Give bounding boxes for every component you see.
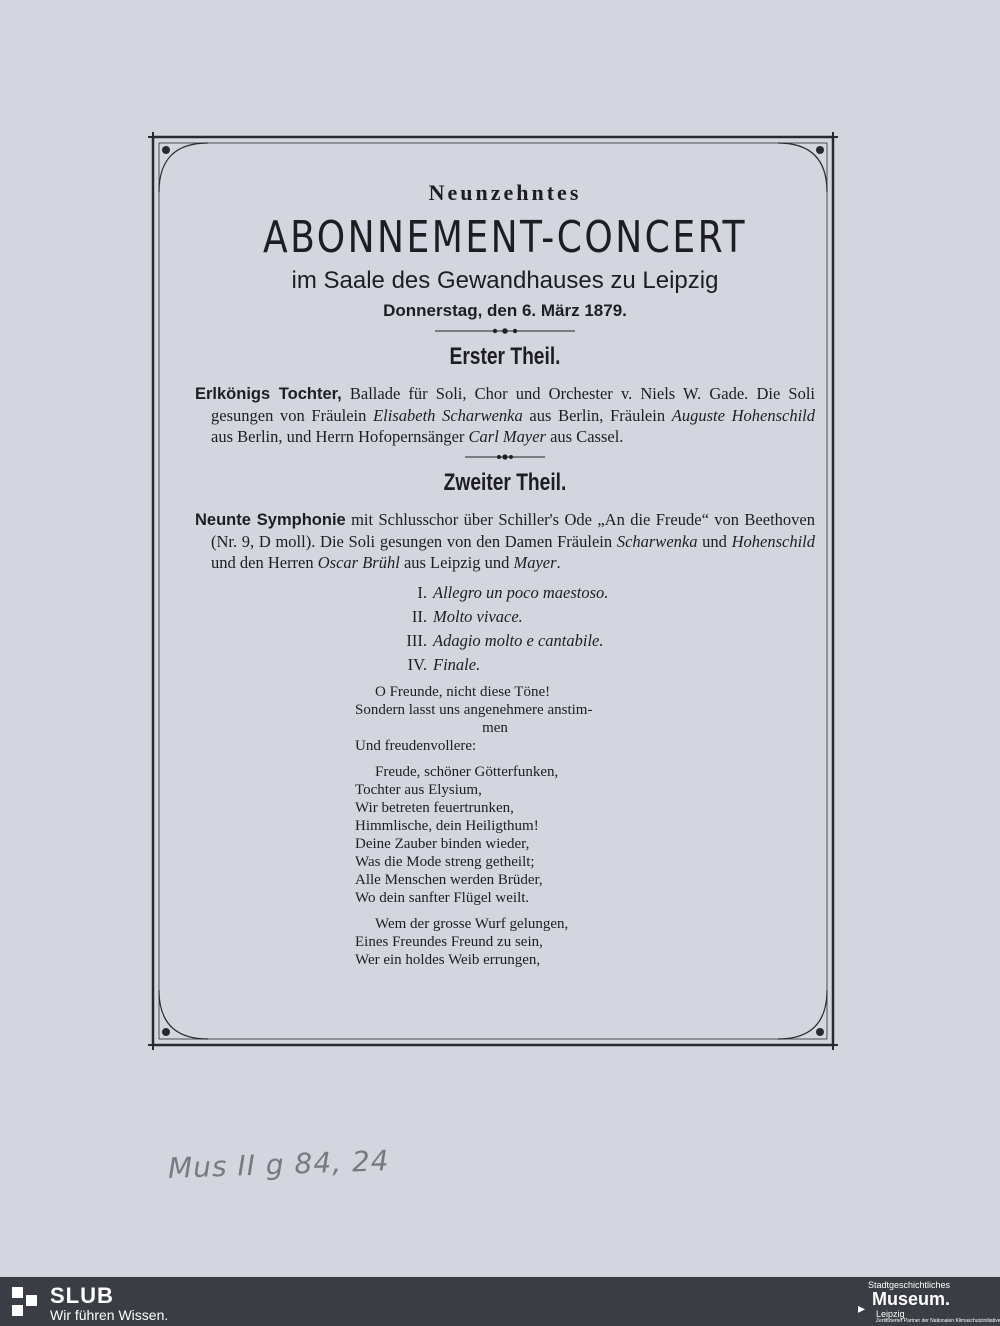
soloist: Oscar Brühl — [317, 553, 400, 572]
lyric-line: Freude, schöner Götterfunken, — [375, 764, 559, 780]
divider-ornament — [435, 327, 575, 335]
movement-item: III. Adagio molto e cantabile. — [406, 631, 604, 650]
museum-mark-icon: ▸ — [858, 1302, 866, 1317]
soloist: Elisabeth Scharwenka — [373, 406, 523, 425]
concert-ordinal: Neunzehntes — [428, 180, 582, 205]
movement-item: II. Molto vivace. — [411, 607, 523, 626]
movement-list — [375, 581, 815, 677]
movement-item: IV. Finale. — [407, 655, 481, 674]
museum-logo-text[interactable]: Museum. — [871, 1289, 950, 1309]
part-two-description: Neunte Symphonie mit Schlusschor über Schiller's Ode „An die Freude“ von Beethoven (Nr. 9, D moll). Die Soli gesungen von den Damen Fräulein Scharwenka und Hohenschild und den Herren Oscar Brühl aus Leipzig und Mayer. — [195, 510, 816, 572]
soloist: Hohenschild — [731, 532, 816, 551]
divider-ornament — [465, 453, 545, 461]
lyric-line: men — [482, 720, 508, 736]
lyric-line: Alle Menschen werden Brüder, — [355, 872, 543, 888]
museum-city: Leipzig — [876, 1309, 905, 1319]
lyric-line: Was die Mode streng getheilt; — [355, 854, 535, 870]
lyric-line: Wer ein holdes Weib errungen, — [355, 952, 541, 968]
work-title: Neunte Symphonie — [195, 511, 346, 529]
lyric-line: O Freunde, nicht diese Töne! — [375, 684, 551, 700]
movement-item: I. Allegro un poco maestoso. — [417, 583, 609, 602]
museum-top-text: Stadtgeschichtliches — [867, 1280, 950, 1290]
slub-logo-text[interactable]: SLUB — [50, 1283, 114, 1308]
soloist: Scharwenka — [616, 532, 698, 551]
concert-date: Donnerstag, den 6. März 1879. — [383, 301, 627, 320]
part-two-heading: Zweiter Theil. — [443, 469, 567, 496]
work-title: Erlkönigs Tochter, — [195, 385, 342, 403]
part-one-description: Erlkönigs Tochter, Ballade für Soli, Chor und Orchester v. Niels W. Gade. Die Soli gesungen von Fräulein Elisabeth Scharwenka aus Berlin, Fräulein Auguste Hohenschild aus Berlin, und Herrn Hofopernsänger Carl Mayer aus Cassel. — [195, 384, 816, 446]
concert-title: ABONNEMENT-CONCERT — [263, 212, 747, 263]
lyric-line: Tochter aus Elysium, — [355, 782, 482, 798]
soloist: Carl Mayer — [468, 427, 546, 446]
soloist: Mayer — [513, 553, 557, 572]
handwritten-shelfmark: Mus II g 84, 24 — [167, 1144, 391, 1185]
part-one-heading: Erster Theil. — [449, 343, 561, 370]
lyrics-block — [355, 683, 815, 969]
museum-certificate: Zertifizierter Partner der Nationalen Klimaschutzinitiative — [876, 1318, 1000, 1324]
lyric-line: Sondern lasst uns angenehmere anstim- — [355, 702, 593, 718]
lyric-line: Eines Freundes Freund zu sein, — [355, 934, 543, 950]
lyric-line: Wo dein sanfter Flügel weilt. — [355, 890, 530, 906]
lyric-line: Wir betreten feuertrunken, — [355, 800, 514, 816]
soloist: Auguste Hohenschild — [671, 406, 815, 425]
slub-logo-icon — [12, 1287, 38, 1317]
programme-content — [195, 170, 815, 969]
lyric-line: Deine Zauber binden wieder, — [355, 836, 530, 852]
lyric-line: Und freudenvollere: — [355, 738, 477, 754]
footer-bar — [0, 1277, 1000, 1326]
lyric-line: Wem der grosse Wurf gelungen, — [375, 916, 569, 932]
concert-venue: im Saale des Gewandhauses zu Leipzig — [291, 267, 719, 294]
slub-tagline: Wir führen Wissen. — [50, 1307, 169, 1323]
lyric-line: Himmlische, dein Heiligthum! — [355, 818, 539, 834]
